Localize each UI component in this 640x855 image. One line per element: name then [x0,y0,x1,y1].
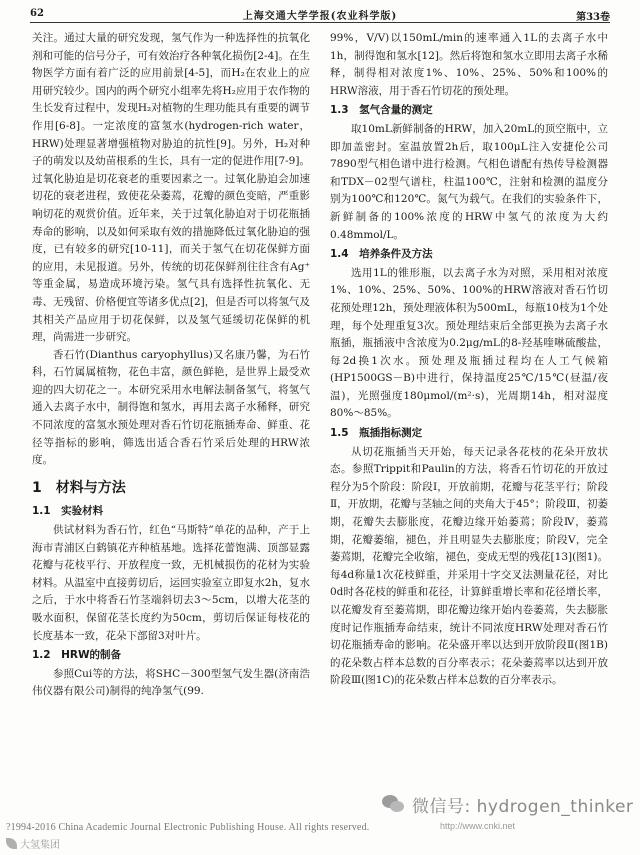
cnki-url: http://www.cnki.net [440,821,516,831]
intro-paragraph-1: 关注。通过大量的研究发现，氢气作为一种选择性的抗氧化剂和可能的信号分子，可有效治疗各种氧化损伤[2-4]。在生物医学方面有着广泛的应用前景[4-5]，而H₂在农业上的应用研究较少。国内的两个研究小组率先将H₂应用于农作物的生长发育过程中，发现H₂对植物的生理功能具有重要的调节作用[6-8]。一定浓度的富氢水(hydrogen-rich water，HRW)处理显著增强植物对胁迫的抗性[9]。另外，H₂对种子的萌发以及幼苗根系的生长，具有一定的促进作用[7-9]。过氧化胁迫是切花衰老的重要因素之一。过氧化胁迫会加速切花的衰老进程，致使花朵萎蔫，花瓣的颜色变暗，严重影响切花的观赏价值。近年来，关于过氧化胁迫对于切花瓶插寿命的影响，以及如何采取有效的措施降低过氧化胁迫的强度，已有较多的研究[10-11]，而关于氢气在切花保鲜方面的应用，未见报道。另外，传统的切花保鲜剂往往含有Ag⁺等重金属，易造成环境污染。氢气具有选择性抗氧化、无毒、无残留、价格便宜等诸多优点[2]，但是否可以将氢气及其相关产品应用于切花保鲜，以及氢气延缓切花保鲜的机理，尚需进一步研究。 [32,32,310,344]
leaf-icon [6,838,17,849]
continuation-text: 99%，V/V)以150mL/min的速率通入1L的去离子水中1h，制得饱和氢水[12]。然后将饱和氢水立即用去离子水稀释，制得相对浓度1%、10%、25%、50%和100%的HRW溶液，用于香石竹切花的预处理。 [330,32,608,97]
section-1-title: 1 材料与方法 [32,479,126,496]
page-number: 62 [30,8,44,19]
section-1-5-text: 从切花瓶插当天开始，每天记录各花枝的花朵开放状态。参照Trippit和Paulin的方法，将香石竹切花的开放过程分为5个阶段：阶段Ⅰ，开放前期，花瓣与花茎平行；阶段Ⅱ，开放期，花瓣与茎轴之间的夹角大于45°；阶段Ⅲ，初萎期，花瓣失去膨胀度，花瓣边缘开始萎蔫；阶段Ⅳ，萎蔫期，花瓣萎缩，褪色，并且明显失去膨胀度；阶段Ⅴ，完全萎蔫期，花瓣完全收缩，褪色，变成无型的残花[13](图1)。每4d称量1次花枝鲜重，并采用十字交叉法测量花径，对比0d时各花枝的鲜重和花径，计算鲜重增长率和花径增长率，以花瓣发育至萎蔫期，即花瓣边缘开始内卷萎蔫，失去膨胀度时记作瓶插寿命结束，统计不同浓度HRW处理对香石竹切花瓶插寿命的影响。花朵盛开率以达到开放阶段Ⅱ(图1B)的花朵数占样本总数的百分率表示；花朵萎蔫率以达到开放阶段Ⅲ(图1C)的花朵数占样本总数的百分率表示。 [330,445,608,687]
section-1-2-text: 参照Cui等的方法，将SHC－300型氢气发生器(济南浩伟仪器有限公司)制得的纯净氢气(99. [32,667,310,698]
section-1-1-title: 1.1 实验材料 [32,505,104,518]
section-1-5-title: 1.5 瓶插指标测定 [330,427,423,440]
intro-paragraph-2: 香石竹(Dianthus caryophyllus)又名康乃馨，为石竹科，石竹属属植物，花色丰富，颜色鲜艳，是世界上最受欢迎的四大切花之一。本研究采用水电解法制备氢气，将氢气通入去离子水中，制得饱和氢水，再用去离子水稀释，研究不同浓度的富氢水预处理对香石竹切花瓶插寿命、鲜重、花径等指标的影响，筛选出适合香石竹采后处理的HRW浓度。 [32,348,310,467]
volume-number: 第33卷 [576,12,610,23]
section-1-2-title: 1.2 HRW的制备 [32,649,122,662]
corner-logo-text: 大氢集团 [20,840,60,851]
journal-title: 上海交通大学学报(农业科学版) [242,11,398,22]
copyright-line: ?1994-2016 China Academic Journal Electronic Publishing House. All rights reserved. [6,822,370,833]
right-column [330,30,608,770]
section-1-3-text: 取10mL新鲜制备的HRW，加入20mL的顶空瓶中，立即加盖密封。室温放置2h后，取100μL注入安捷伦公司7890型气相色谱中进行检测。气相色谱配有热传导检测器和TDX－02型气谱柱，柱温100℃，注射和检测的温度分别为100℃和120℃。氮气为载气。在我们的实验条件下，新鲜制备的100%浓度的HRW中氢气的浓度为大约0.48mmol/L。 [330,122,608,241]
section-1-3-title: 1.3 氢气含量的测定 [330,104,433,117]
running-header [30,6,610,23]
wechat-icon [382,795,406,815]
section-1-4-text: 选用1L的锥形瓶，以去离子水为对照，采用相对浓度1%、10%、25%、50%、100%的HRW溶液对香石竹切花预处理12h，预处理液体积为500mL，每瓶10枝为1个处理，每个处理重复3次。预处理结束后全部更换为去离子水瓶插，瓶插液中含浓度为0.2μg/mL的8-羟基喹啉硫酸盐，每2d换1次水。预处理及瓶插过程均在人工气候箱(HP1500GS－B)中进行，保持温度25℃/15℃(昼温/夜温)，光照强度180μmol/(m²·s)，光周期14h，相对湿度80%～85%。 [330,266,608,420]
wechat-watermark [382,792,633,817]
section-1-1-text: 供试材料为香石竹，红色“马斯特”单花的品种，产于上海市青浦区白鹤镇花卉种植基地。选择花蕾饱满、顶部显露花瓣与花枝平行、开放程度一致，无机械损伤的花材为实验材料。从温室中直接剪切后，运回实验室立即复水2h，复水之后，于水中将香石竹茎端斜切去3～5cm，以增大花茎的吸水面积，保留花茎长度约为50cm，剪切后保证每枝花的长度基本一致，花朵下部留3对叶片。 [32,524,310,642]
left-column [32,30,310,820]
corner-logo [6,836,60,851]
section-1-4-title: 1.4 培养条件及方法 [330,248,433,261]
watermark-text: 微信号: hydrogen_thinker [412,797,634,817]
